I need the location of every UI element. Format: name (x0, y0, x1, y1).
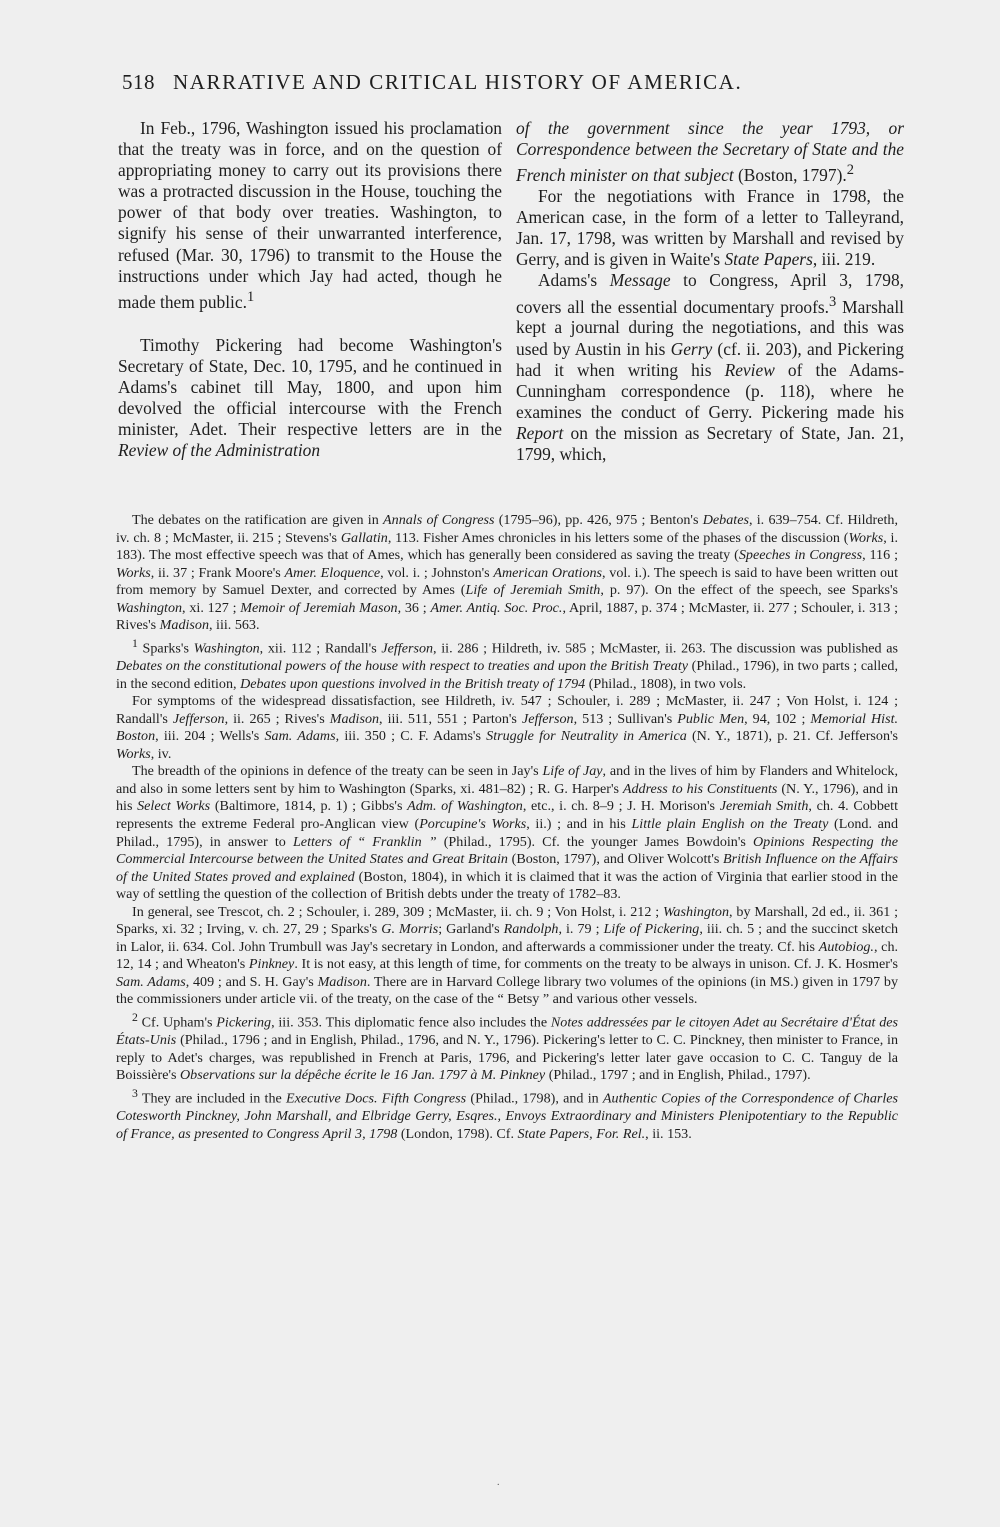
footnote-2: $^2$ Cf. Upham's Pickering, iii. 353. This diplomatic fence also includes the Notes addressées par le citoyen Adet au Secrétaire d'État des États-Unis (Philad., 1796 ; and in English, Philad., 1796, and N. Y., 1796). Pickering's letter to C. C. Pinckney, then minister to France, in reply to Adet's charges, was republished in French at Paris, 1796, and Pickering's letter later gave occasion to C. C. Tanguy de la Boissière's Observations sur la dépêche écrite le 16 Jan. 1797 à M. Pinkney (Philad., 1797 ; and in English, Philad., 1797). (116, 1011, 898, 1084)
footnote-in-general: In general, see Trescot, ch. 2 ; Schouler, i. 289, 309 ; McMaster, ii. ch. 9 ; Von Holst, i. 212 ; Washington, by Marshall, 2d ed., ii. 361 ; Sparks, xi. 32 ; Irving, v. ch. 27, 29 ; Sparks's G. Morris; Garland's Randolph, i. 79 ; Life of Pickering, iii. ch. 5 ; and the succinct sketch in Lalor, ii. 634. Col. John Trumbull was Jay's secretary in London, and afterwards a commissioner under the treaty. Cf. his Autobiog., ch. 12, 14 ; and Wheaton's Pinkney. It is not easy, at this length of time, for comments on the treaty to be always in unison. Cf. J. K. Hosmer's Sam. Adams, 409 ; and S. H. Gay's Madison. There are in Harvard College library two volumes of the opinions (in MS.) given in 1797 by the commissioners under article vii. of the treaty, on the case of the “ Betsy ” and various other vessels. (116, 903, 899, 1008)
footnote-ref-3: 3 (829, 293, 837, 310)
footnote-ref-2: 2 (846, 162, 854, 179)
paragraph-adams-message: Adams's Message to Congress, April 3, 1798, covers all the essential documentary proofs.$^3$ Marshall kept a journal during the negotiations, and this was used by Austin in his Gerry (cf. ii. 203), and Pickering had it when writing his Review of the Adams-Cunningham correspondence (p. 118), where he examines the conduct of Gerry. Pickering made his Report on the mission as Secretary of State, Jan. 21, 1799, which, (516, 270, 904, 464)
right-column (516, 118, 904, 465)
running-title: NARRATIVE AND CRITICAL HISTORY OF AMERICA. (173, 70, 743, 94)
footnote-3: $^3$ They are included in the Executive Docs. Fifth Congress (Philad., 1798), and in Authentic Copies of the Correspondence of Charles Cotesworth Pinckney, John Marshall, and Elbridge Gerry, Esqres., Envoys Extraordinary and Ministers Plenipotentiary to the Republic of France, as presented to Congress April 3, 1798 (London, 1798). Cf. State Papers, For. Rel., ii. 153. (116, 1086, 899, 1142)
footnote-dissatisfaction: For symptoms of the widespread dissatisfaction, see Hildreth, iv. 547 ; Schouler, i. 289 ; McMaster, ii. 247 ; Von Holst, i. 124 ; Randall's Jefferson, ii. 265 ; Rives's Madison, iii. 511, 551 ; Parton's Jefferson, 513 ; Sullivan's Public Men, 94, 102 ; Memorial Hist. Boston, iii. 204 ; Wells's Sam. Adams, iii. 350 ; C. F. Adams's Struggle for Neutrality in America (N. Y., 1871), p. 21. Cf. Jefferson's Works, iv. (116, 693, 899, 762)
footnotes (116, 512, 898, 1143)
paragraph-negotiations-france: For the negotiations with France in 1798, the American case, in the form of a letter to Talleyrand, Jan. 17, 1798, was written by Marshall and revised by Gerry, and is given in Waite's State Papers, iii. 219. (516, 186, 904, 270)
paragraph-washington-proclamation: In Feb., 1796, Washington issued his proclamation that the treaty was in force, and on the question of appropriating money to carry out its provisions there was a protracted discussion in the House, touching the power of that body over treaties. Washington, to signify his sense of their unwarranted interference, refused (Mar. 30, 1796) to transmit to the House the instructions under which Jay had acted, though he made them public.$^1$ (118, 118, 502, 312)
page-number: 518 (122, 70, 155, 94)
running-header (122, 70, 812, 95)
folio-mark: . (497, 1477, 500, 1488)
paragraph-timothy-pickering: Timothy Pickering had become Washington's Secretary of State, Dec. 10, 1795, and he continued in Adams's cabinet till May, 1800, and upon him devolved the official intercourse with the French minister, Adet. Their respective letters are in the Review of the Administration (118, 334, 502, 461)
footnote-ratification-debates: The debates on the ratification are given in Annals of Congress (1795–96), pp. 426, 975 ; Benton's Debates, i. 639–754. Cf. Hildreth, iv. ch. 8 ; McMaster, ii. 215 ; Stevens's Gallatin, 113. Fisher Ames chronicles in his letters some of the phases of the discussion (Works, i. 183). The most effective speech was that of Ames, which has generally been considered as saving the treaty (Speeches in Congress, 116 ; Works, ii. 37 ; Frank Moore's Amer. Eloquence, vol. i. ; Johnston's American Orations, vol. i.). The speech is said to have been written out from memory by Samuel Dexter, and corrected by Ames (Life of Jeremiah Smith, p. 97). On the effect of the speech, see Sparks's Washington, xi. 127 ; Memoir of Jeremiah Mason, 36 ; Amer. Antiq. Soc. Proc., April, 1887, p. 374 ; McMaster, ii. 277 ; Schouler, i. 313 ; Rives's Madison, iii. 563. (116, 512, 898, 634)
left-column (118, 118, 502, 461)
footnote-defence-opinions: The breadth of the opinions in defence of the treaty can be seen in Jay's Life of Jay, and in the lives of him by Flanders and Whitelock, and also in some letters sent by him to Washington (Sparks, xi. 481–82) ; R. G. Harper's Address to his Constituents (N. Y., 1796), and in his Select Works (Baltimore, 1814, p. 1) ; Gibbs's Adm. of Washington, etc., i. ch. 8–9 ; J. H. Morison's Jeremiah Smith, ch. 4. Cobbett represents the extreme Federal pro-Anglican view (Porcupine's Works, ii.) ; and in his Little plain English on the Treaty (Lond. and Philad., 1795), in answer to Letters of “ Franklin ” (Philad., 1795). Cf. the younger James Bowdoin's Opinions Respecting the Commercial Intercourse between the United States and Great Britain (Boston, 1797), and Oliver Wolcott's British Influence on the Affairs of the United States proved and explained (Boston, 1804), in which it is claimed that it was the action of Virginia that earlier stood in the way of settling the question of the collection of British debts under the treaty of 1782–83. (116, 763, 899, 903)
footnote-1: $^1$ Sparks's Washington, xii. 112 ; Randall's Jefferson, ii. 286 ; Hildreth, iv. 585 ; McMaster, ii. 263. The discussion was published as Debates on the constitutional powers of the house with respect to treaties and upon the British Treaty (Philad., 1796), in two parts ; called, in the second edition, Debates upon questions involved in the British treaty of 1794 (Philad., 1808), in two vols. (116, 636, 899, 692)
footnote-ref-1: 1 (246, 288, 255, 305)
paragraph-continuation: of the government since the year 1793, or Correspondence between the Secretary of State and the French minister on that subject (Boston, 1797).$^2$ (516, 118, 904, 185)
